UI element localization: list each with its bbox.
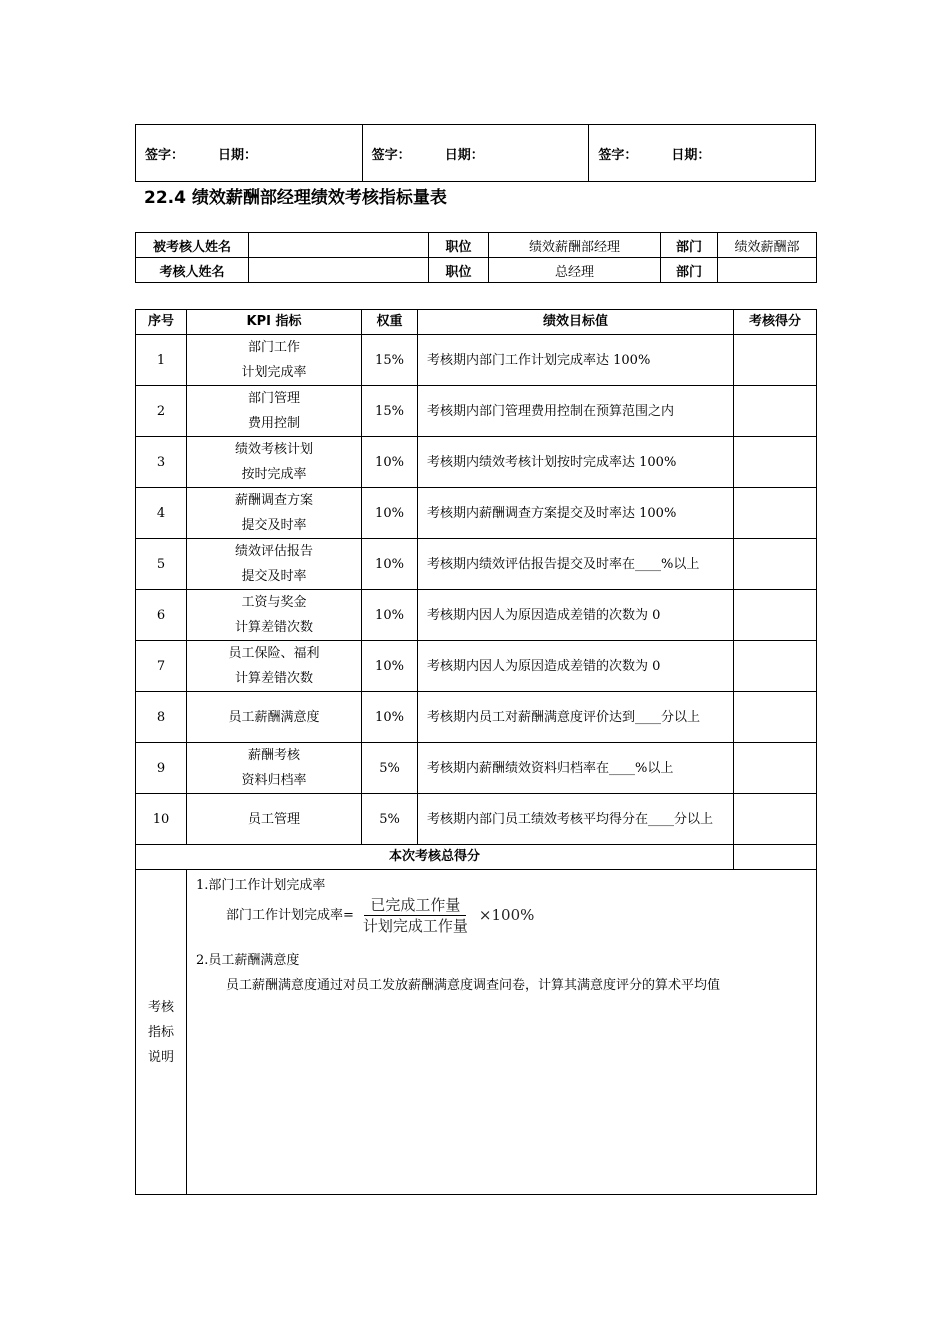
kpi-row (136, 539, 817, 590)
kpi-name-line: 计算差错次数 (234, 620, 313, 635)
kpi-name (187, 641, 362, 692)
notes-side-line: 说明 (147, 1049, 174, 1065)
note-item-1-title: 1.部门工作计划完成率 (196, 878, 326, 893)
signature-cell (589, 125, 815, 181)
kpi-weight: 10% (362, 590, 418, 641)
assessee-info-table (135, 232, 817, 283)
kpi-name (187, 794, 362, 845)
assessor-name-field[interactable] (249, 258, 429, 283)
kpi-weight: 10% (362, 641, 418, 692)
kpi-score-field[interactable] (734, 539, 817, 590)
kpi-name (187, 488, 362, 539)
kpi-row (136, 488, 817, 539)
kpi-score-field[interactable] (734, 386, 817, 437)
kpi-row (136, 386, 817, 437)
kpi-row (136, 692, 817, 743)
notes-side-line: 考核 (147, 999, 174, 1015)
kpi-name (187, 743, 362, 794)
kpi-name-line: 员工保险、福利 (228, 646, 320, 661)
kpi-target: 考核期内薪酬绩效资料归档率在____%以上 (418, 743, 734, 794)
kpi-target: 考核期内薪酬调查方案提交及时率达 100% (418, 488, 734, 539)
kpi-weight: 15% (362, 386, 418, 437)
header-target: 绩效目标值 (418, 310, 734, 335)
formula-multiplier: ×100% (478, 906, 535, 924)
kpi-name (187, 335, 362, 386)
kpi-no: 9 (136, 743, 187, 794)
kpi-target: 考核期内部门管理费用控制在预算范围之内 (418, 386, 734, 437)
completion-rate-formula (226, 896, 534, 935)
kpi-score-field[interactable] (734, 794, 817, 845)
formula-lhs: 部门工作计划完成率= (226, 908, 354, 923)
header-no: 序号 (136, 310, 187, 335)
kpi-name-line: 工资与奖金 (241, 595, 307, 610)
kpi-name (187, 386, 362, 437)
kpi-weight: 10% (362, 437, 418, 488)
kpi-weight: 10% (362, 488, 418, 539)
kpi-row (136, 794, 817, 845)
header-kpi: KPI 指标 (187, 310, 362, 335)
notes-row (136, 870, 817, 1195)
kpi-row (136, 590, 817, 641)
kpi-target: 考核期内部门工作计划完成率达 100% (418, 335, 734, 386)
kpi-no: 3 (136, 437, 187, 488)
kpi-no: 5 (136, 539, 187, 590)
kpi-name-line: 薪酬考核 (247, 748, 300, 763)
kpi-no: 4 (136, 488, 187, 539)
kpi-weight: 10% (362, 539, 418, 590)
kpi-target: 考核期内绩效评估报告提交及时率在____%以上 (418, 539, 734, 590)
kpi-target: 考核期内部门员工绩效考核平均得分在____分以上 (418, 794, 734, 845)
kpi-name-line: 薪酬调查方案 (234, 493, 313, 508)
assessor-row (136, 258, 817, 283)
kpi-row (136, 743, 817, 794)
notes-side-line: 指标 (147, 1024, 174, 1040)
kpi-row (136, 335, 817, 386)
signature-cell (136, 125, 363, 181)
position-label: 职位 (429, 233, 489, 258)
notes-body (187, 870, 817, 1195)
kpi-row (136, 641, 817, 692)
date-label: 日期： (218, 147, 258, 163)
kpi-score-field[interactable] (734, 590, 817, 641)
kpi-name (187, 539, 362, 590)
kpi-weight: 15% (362, 335, 418, 386)
kpi-row (136, 437, 817, 488)
kpi-no: 1 (136, 335, 187, 386)
sign-label: 签字： (371, 147, 411, 163)
kpi-name-line: 费用控制 (247, 416, 300, 431)
kpi-name (187, 692, 362, 743)
formula-numerator: 已完成工作量 (364, 896, 466, 916)
formula-denominator: 计划完成工作量 (362, 917, 468, 935)
date-label: 日期： (444, 147, 484, 163)
kpi-name-line: 按时完成率 (241, 467, 307, 482)
kpi-name-line: 计划完成率 (241, 365, 307, 380)
kpi-name-line: 资料归档率 (241, 773, 307, 788)
kpi-name (187, 437, 362, 488)
note-item-2-desc: 员工薪酬满意度通过对员工发放薪酬满意度调查问卷，计算其满意度评分的算术平均值 (226, 978, 721, 993)
kpi-no: 10 (136, 794, 187, 845)
kpi-name-line: 员工管理 (247, 811, 300, 827)
assessee-row (136, 233, 817, 258)
kpi-name-line: 提交及时率 (241, 569, 307, 584)
dept-label: 部门 (661, 233, 718, 258)
kpi-name (187, 590, 362, 641)
kpi-name-line: 员工薪酬满意度 (228, 709, 320, 725)
assessee-position: 绩效薪酬部经理 (489, 233, 661, 258)
kpi-weight: 10% (362, 692, 418, 743)
section-title: 22.4 绩效薪酬部经理绩效考核指标量表 (144, 188, 447, 208)
date-label: 日期： (671, 147, 711, 163)
total-score-row (136, 845, 817, 870)
kpi-score-field[interactable] (734, 692, 817, 743)
kpi-name-line: 绩效考核计划 (234, 442, 313, 457)
kpi-no: 2 (136, 386, 187, 437)
assessor-dept-field[interactable] (718, 258, 817, 283)
note-item-2-title: 2.员工薪酬满意度 (196, 953, 300, 968)
kpi-score-field[interactable] (734, 437, 817, 488)
position-label: 职位 (429, 258, 489, 283)
dept-label: 部门 (661, 258, 718, 283)
kpi-score-field[interactable] (734, 488, 817, 539)
sign-label: 签字： (598, 147, 638, 163)
kpi-no: 7 (136, 641, 187, 692)
kpi-score-field[interactable] (734, 743, 817, 794)
header-weight: 权重 (362, 310, 418, 335)
assessor-position: 总经理 (489, 258, 661, 283)
assessee-name-field[interactable] (249, 233, 429, 258)
kpi-weight: 5% (362, 794, 418, 845)
assessee-dept: 绩效薪酬部 (718, 233, 817, 258)
signature-cell (363, 125, 590, 181)
kpi-score-field[interactable] (734, 641, 817, 692)
kpi-target: 考核期内因人为原因造成差错的次数为 0 (418, 641, 734, 692)
kpi-target: 考核期内因人为原因造成差错的次数为 0 (418, 590, 734, 641)
kpi-target: 考核期内员工对薪酬满意度评价达到____分以上 (418, 692, 734, 743)
total-score-label: 本次考核总得分 (136, 845, 734, 870)
kpi-name-line: 部门管理 (247, 391, 300, 406)
assessee-name-label: 被考核人姓名 (136, 233, 249, 258)
signature-box (135, 124, 816, 182)
kpi-score-field[interactable] (734, 335, 817, 386)
formula-fraction (357, 896, 474, 935)
kpi-name-line: 计算差错次数 (234, 671, 313, 686)
header-score: 考核得分 (734, 310, 817, 335)
total-score-field[interactable] (734, 845, 817, 870)
kpi-header-row (136, 310, 817, 335)
kpi-name-line: 绩效评估报告 (234, 544, 313, 559)
notes-side-label (136, 870, 187, 1195)
kpi-name-line: 提交及时率 (241, 518, 307, 533)
kpi-table (135, 309, 817, 1195)
kpi-no: 6 (136, 590, 187, 641)
kpi-no: 8 (136, 692, 187, 743)
sign-label: 签字： (145, 147, 185, 163)
kpi-name-line: 部门工作 (247, 340, 300, 355)
assessor-name-label: 考核人姓名 (136, 258, 249, 283)
kpi-weight: 5% (362, 743, 418, 794)
kpi-target: 考核期内绩效考核计划按时完成率达 100% (418, 437, 734, 488)
